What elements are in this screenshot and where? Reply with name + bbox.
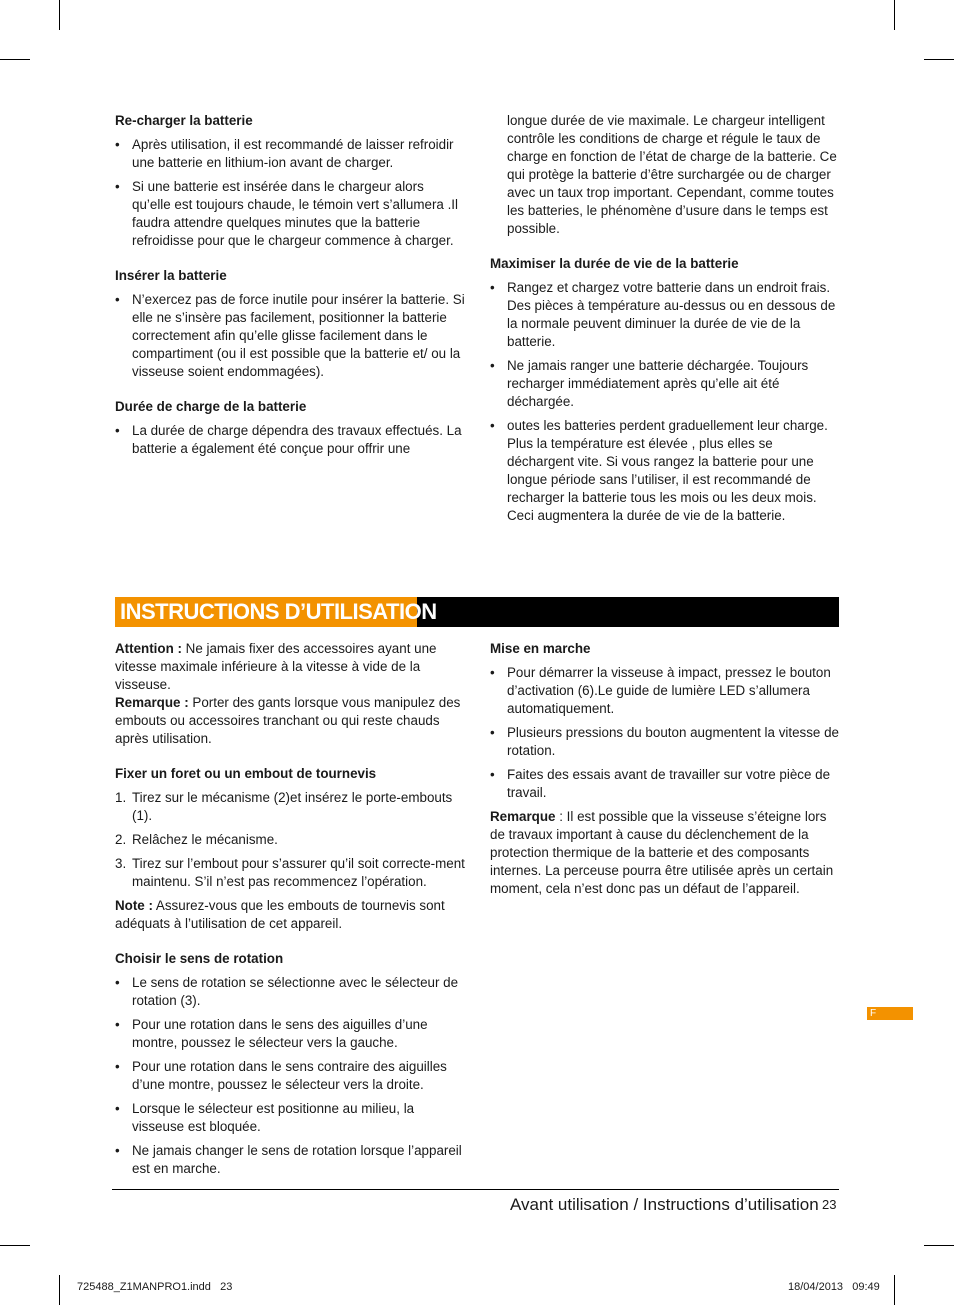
section-heading: Mise en marche bbox=[490, 641, 591, 656]
slug-filename: 725488_Z1MANPRO1.indd 23 bbox=[77, 1281, 233, 1293]
list-item: 1. Tirez sur le mécanisme (2)et insérez le porte-embouts (1). bbox=[115, 790, 453, 823]
crop-mark bbox=[924, 59, 954, 60]
footer-rule bbox=[112, 1189, 839, 1190]
attention-label: Attention : bbox=[115, 641, 182, 656]
list-item: • La durée de charge dépendra des travaux effectués. La batterie a également été conçue pour offrir une bbox=[115, 423, 462, 456]
crop-mark bbox=[59, 0, 60, 30]
section-banner bbox=[115, 597, 839, 627]
slug-timestamp: 18/04/2013 09:49 bbox=[788, 1281, 880, 1293]
bullet-icon: • bbox=[115, 1143, 120, 1158]
bullet-icon: • bbox=[490, 725, 495, 740]
bullet-icon: • bbox=[115, 179, 120, 194]
bullet-icon: • bbox=[490, 665, 495, 680]
column-left-bottom bbox=[115, 640, 465, 1184]
list-item: • outes les batteries perdent graduellement leur charge. Plus la température est élevée , plus elles se déchargent vite. Si vous rangez la batterie pour une longue période sans l’utiliser, il est recommandé de recharger la batterie tous les mois ou les deux mois. Ceci augmentera la durée de vie de la batterie. bbox=[490, 418, 828, 523]
list-item: • Pour une rotation dans le sens des aiguilles d’une montre, poussez le sélecteur vers la gauche. bbox=[115, 1017, 428, 1050]
crop-mark bbox=[0, 59, 30, 60]
list-item: • Pour démarrer la visseuse à impact, pressez le bouton d’activation (6).Le guide de lumière LED s’allumera automatiquement. bbox=[490, 665, 831, 716]
column-right-bottom bbox=[490, 640, 840, 898]
bullet-list bbox=[115, 974, 465, 1178]
list-item: • Ne jamais ranger une batterie déchargée. Toujours recharger immédiatement après qu’elle ait été déchargée. bbox=[490, 358, 809, 409]
section-heading: Choisir le sens de rotation bbox=[115, 951, 284, 966]
list-item: 2. Relâchez le mécanisme. bbox=[115, 832, 278, 847]
note: Note : Assurez-vous que les embouts de tournevis sont adéquats à l’utilisation de cet appareil. bbox=[115, 898, 445, 931]
bullet-icon: • bbox=[490, 418, 495, 433]
list-item: • Ne jamais changer le sens de rotation lorsque l’appareil est en marche. bbox=[115, 1143, 462, 1176]
step-number: 2. bbox=[115, 832, 127, 847]
section-heading: Insérer la batterie bbox=[115, 268, 227, 283]
crop-mark bbox=[0, 1245, 30, 1246]
section-recharger bbox=[115, 112, 465, 250]
column-right-top bbox=[490, 112, 840, 531]
remarque-label: Remarque : bbox=[115, 695, 189, 710]
bullet-list bbox=[115, 136, 465, 250]
bullet-list bbox=[115, 291, 465, 381]
section-heading: Re-charger la batterie bbox=[115, 113, 253, 128]
language-tab: F bbox=[867, 1007, 913, 1020]
footer-title: Avant utilisation / Instructions d’utilisation bbox=[510, 1195, 819, 1214]
bullet-icon: • bbox=[115, 975, 120, 990]
section-inserer bbox=[115, 267, 465, 381]
column-left-top bbox=[115, 112, 465, 475]
list-item: • Plusieurs pressions du bouton augmentent la vitesse de rotation. bbox=[490, 725, 839, 758]
list-item: • Le sens de rotation se sélectionne avec le sélecteur de rotation (3). bbox=[115, 975, 459, 1008]
crop-mark bbox=[894, 0, 895, 30]
bullet-list bbox=[490, 279, 840, 525]
note-label: Note : bbox=[115, 898, 153, 913]
section-heading: Durée de charge de la batterie bbox=[115, 399, 307, 414]
list-item: 3. Tirez sur l’embout pour s’assurer qu’il soit correcte-ment maintenu. S’il n’est pas recommencez l’opération. bbox=[115, 856, 465, 889]
section-duree-charge bbox=[115, 398, 465, 458]
bullet-icon: • bbox=[115, 423, 120, 438]
bullet-icon: • bbox=[115, 1059, 120, 1074]
attention-note: Attention : Ne jamais fixer des accessoires ayant une vitesse maximale inférieure à la vitesse à vide de la visseuse. bbox=[115, 641, 437, 692]
numbered-list bbox=[115, 789, 465, 891]
crop-mark bbox=[924, 1245, 954, 1246]
remarque-note: Remarque : Il est possible que la visseuse s’éteigne lors de travaux important à cause du déclenchement de la protection thermique de la batterie et des composants internes. La perceuse pourra être utilisée après un certain moment, cela n’est donc pas un défaut de l’appareil. bbox=[490, 809, 834, 896]
bullet-icon: • bbox=[490, 280, 495, 295]
bullet-list bbox=[115, 422, 465, 458]
bullet-icon: • bbox=[115, 1017, 120, 1032]
bullet-list bbox=[490, 664, 840, 802]
list-item: • Si une batterie est insérée dans le chargeur alors qu’elle est toujours chaude, le témoin vert s’allumera .Il faudra attendre quelques minutes que la batterie refroidisse pour que le chargeur commence à charger. bbox=[115, 179, 459, 248]
section-heading: Maximiser la durée de vie de la batterie bbox=[490, 256, 739, 271]
list-item: • Rangez et chargez votre batterie dans un endroit frais. Des pièces à température au-dessus ou en dessous de la normale peuvent diminuer la durée de vie de la batterie. bbox=[490, 280, 836, 349]
continuation-text: longue durée de vie maximale. Le chargeur intelligent contrôle les conditions de charge et régule le taux de charge en fonction de l’état de charge de la batterie. Ce qui protège la batterie d’être surchargée ou de charger avec un taux trop important. Cependant, comme toutes les batteries, le phénomène d’usure dans le temps est possible. bbox=[507, 113, 837, 236]
step-number: 3. bbox=[115, 856, 127, 871]
section-heading: Fixer un foret ou un embout de tournevis bbox=[115, 766, 377, 781]
bullet-icon: • bbox=[115, 137, 120, 152]
remarque-note: Remarque : Porter des gants lorsque vous manipulez des embouts ou accessoires tranchant ou qui reste chauds après utilisation. bbox=[115, 695, 461, 746]
list-item: • Faites des essais avant de travailler sur votre pièce de travail. bbox=[490, 767, 831, 800]
step-number: 1. bbox=[115, 790, 127, 805]
banner-title: INSTRUCTIONS D’UTILISATION bbox=[120, 599, 437, 624]
bullet-icon: • bbox=[490, 358, 495, 373]
crop-mark bbox=[894, 1275, 895, 1305]
bullet-icon: • bbox=[115, 292, 120, 307]
page-number: 23 bbox=[822, 1197, 837, 1212]
list-item: • Pour une rotation dans le sens contraire des aiguilles d’une montre, poussez le sélecteur vers la droite. bbox=[115, 1059, 447, 1092]
list-item: • Lorsque le sélecteur est positionne au milieu, la visseuse est bloquée. bbox=[115, 1101, 415, 1134]
bullet-icon: • bbox=[115, 1101, 120, 1116]
crop-mark bbox=[59, 1275, 60, 1305]
bullet-icon: • bbox=[490, 767, 495, 782]
list-item: • Après utilisation, il est recommandé de laisser refroidir une batterie en lithium-ion avant de charger. bbox=[115, 137, 454, 170]
list-item: • N’exercez pas de force inutile pour insérer la batterie. Si elle ne s’insère pas facilement, positionner la batterie correctement afin qu’elle glisse facilement dans le compartiment (ou il est possible que la batterie et/ ou la visseuse soient endommagées). bbox=[115, 292, 465, 379]
remarque-label: Remarque bbox=[490, 809, 556, 824]
